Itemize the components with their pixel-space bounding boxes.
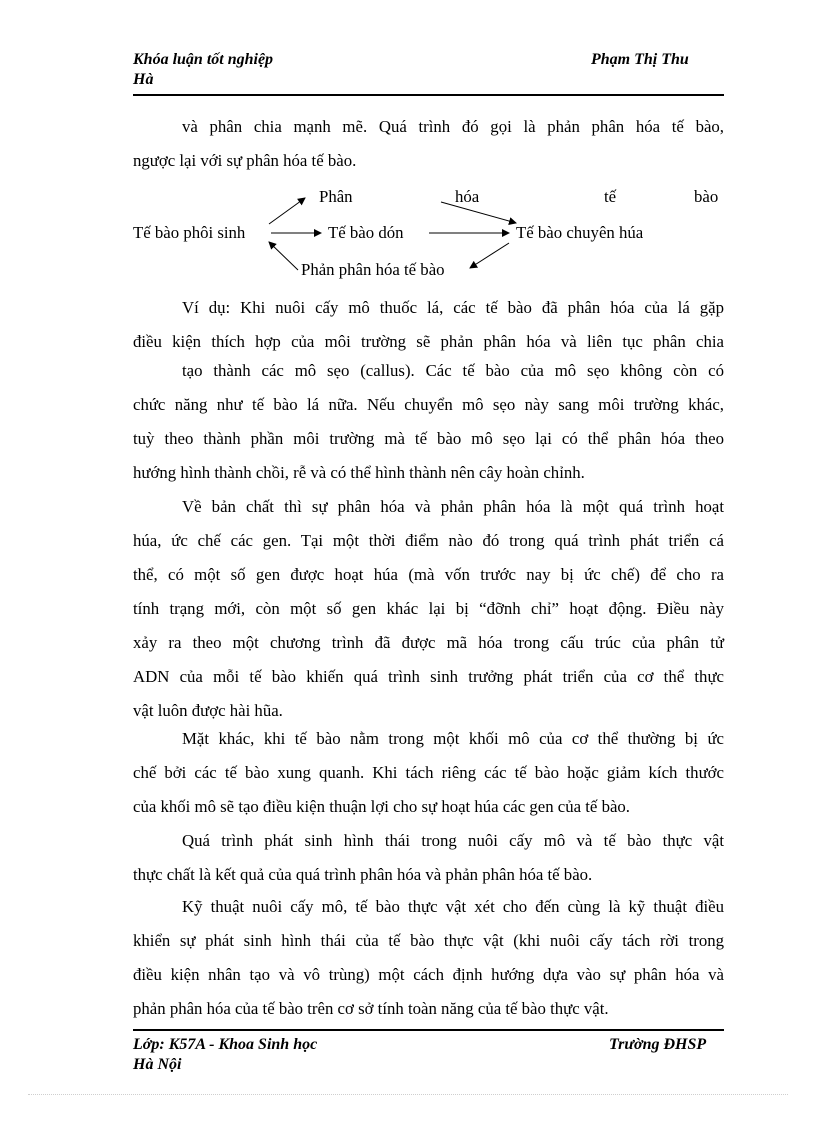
text-line: Về bản chất thì sự phân hóa và phản phân hóa là một quá trình hoạt <box>182 497 724 516</box>
text-line: phản phân hóa của tế bào trên cơ sở tính toàn năng của tế bào thực vật. <box>133 999 609 1018</box>
text-line: Ví dụ: Khi nuôi cấy mô thuốc lá, các tế bào đã phân hóa của lá gặp <box>182 298 724 317</box>
footer-class: Lớp: K57A - Khoa Sinh học <box>133 1036 318 1053</box>
diagram-label-te: tế <box>604 187 617 206</box>
diagram-target-node: Tế bào chuyên húa <box>516 223 644 242</box>
page-header <box>133 50 724 96</box>
intro-paragraph <box>133 110 724 178</box>
text-line: vật luôn được hài hũa. <box>133 701 283 720</box>
diagram-label-bao: bào <box>694 187 719 206</box>
text-line: hướng hình thành chồi, rễ và có thể hình thành nên cây hoàn chỉnh. <box>133 463 585 482</box>
text-line: Quá trình phát sinh hình thái trong nuôi cấy mô và tế bào thực vật <box>182 831 724 850</box>
paragraph-nature <box>133 490 724 728</box>
text-line: xảy ra theo một chương trình đã được mã hóa trong cấu trúc của phân tử <box>133 633 724 652</box>
arrow-chuyen-to-reverse <box>470 243 509 268</box>
text-line: ngược lại với sự phân hóa tế bào. <box>133 151 357 170</box>
text-line: điều kiện thích hợp của môi trường sẽ phản phân hóa và liên tục phân chia <box>133 332 724 351</box>
text-line: Kỹ thuật nuôi cấy mô, tế bào thực vật xét cho đến cùng là kỹ thuật điều <box>182 897 724 916</box>
diagram-middle-node: Tế bào dón <box>328 223 404 242</box>
text-line: ADN của mỗi tế bào khiến quá trình sinh trưởng phát triển của cơ thể thực <box>133 667 724 686</box>
page-bottom-dotted-rule <box>28 1094 788 1095</box>
diagram-source-node: Tế bào phôi sinh <box>133 223 246 242</box>
text-line: tuỳ theo thành phần môi trường mà tế bào mô sẹo lại có thể phân hóa theo <box>133 429 724 448</box>
paragraph-callus <box>133 354 724 490</box>
text-line: khiển sự phát sinh hình thái của tế bào thực vật (khi nuôi cấy tách rời trong <box>133 931 724 950</box>
text-line: và phân chia mạnh mẽ. Quá trình đó gọi là phản phân hóa tế bào, <box>182 117 724 136</box>
footer-class-cont: Hà Nội <box>133 1056 182 1073</box>
diagram-label-phan: Phân <box>319 187 353 206</box>
text-line: thể, có một số gen được hoạt húa (mà vốn trước nay bị ức chế) để cho ra <box>133 565 724 584</box>
paragraph-other-hand <box>133 722 724 824</box>
header-left <box>133 50 273 90</box>
paragraph-morphogenesis <box>133 824 724 892</box>
paragraph-technique <box>133 890 724 1026</box>
footer-school: Trường ĐHSP <box>609 1036 707 1053</box>
text-line: điều kiện nhân tạo và vô trùng) một cách định hướng dựa vào sự phân hóa và <box>133 965 724 984</box>
footer-left <box>133 1035 317 1075</box>
header-thesis-label: Khóa luận tốt nghiệp <box>133 51 274 68</box>
arrow-to-phan-hoa <box>269 198 305 224</box>
diagram-reverse-label: Phản phân hóa tế bào <box>301 260 445 279</box>
page-footer <box>133 1029 724 1081</box>
text-line: của khối mô sẽ tạo điều kiện thuận lợi cho sự hoạt húa các gen của tế bào. <box>133 797 631 816</box>
text-line: Mặt khác, khi tế bào nằm trong một khối mô của cơ thể thường bị ức <box>182 729 724 748</box>
text-line: thực chất là kết quả của quá trình phân hóa và phản phân hóa tế bào. <box>133 865 593 884</box>
differentiation-diagram <box>133 180 724 280</box>
text-line: húa, ức chế các gen. Tại một thời điểm nào đó trong quá trình phát triển cá <box>133 531 724 550</box>
header-thesis-label-cont: Hà <box>133 71 154 88</box>
text-line: chức năng như tế bào lá nữa. Nếu chuyển mô sẹo này sang môi trường khác, <box>133 395 724 414</box>
text-line: tính trạng mới, còn một số gen khác lại bị “đỡnh chỉ” hoạt động. Điều này <box>133 599 724 618</box>
diagram-label-hoa: hóa <box>455 187 480 206</box>
text-line: tạo thành các mô sẹo (callus). Các tế bào của mô sẹo không còn có <box>182 361 724 380</box>
arrow-from-reverse <box>269 242 298 270</box>
paragraph-example <box>133 291 724 359</box>
text-line: chế bởi các tế bào xung quanh. Khi tách riêng các tế bào hoặc giảm kích thước <box>133 763 724 782</box>
header-author: Phạm Thị Thu <box>591 51 689 68</box>
